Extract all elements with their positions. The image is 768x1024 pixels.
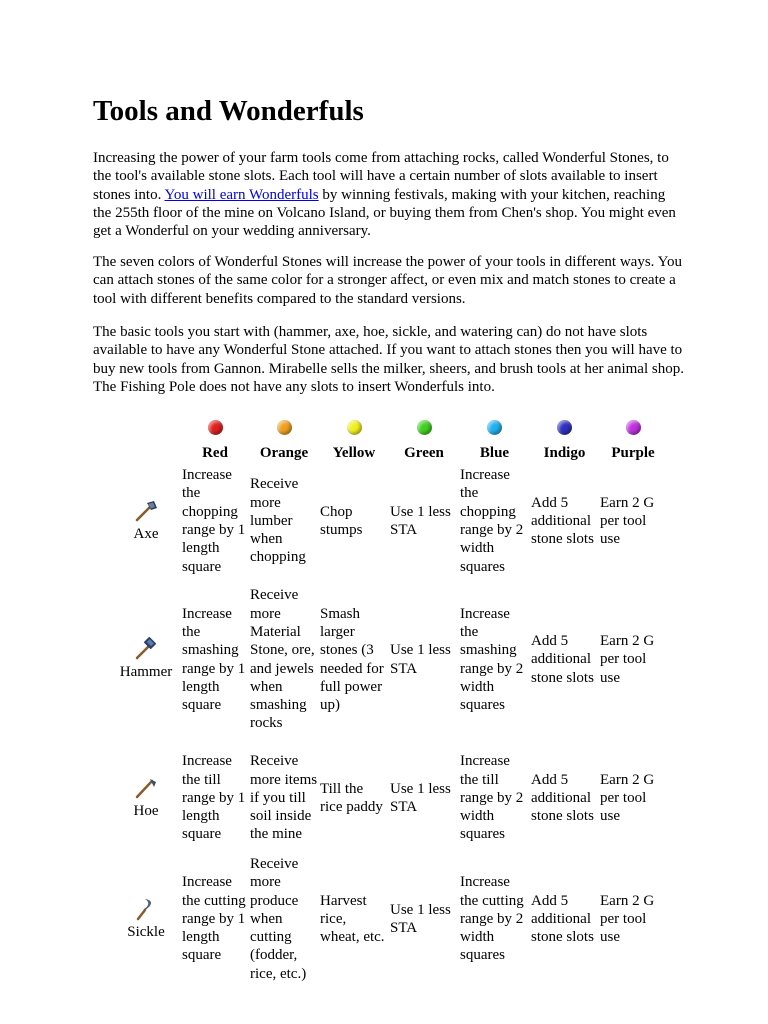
blue-stone-icon bbox=[487, 420, 502, 435]
header-red: Red bbox=[202, 444, 228, 461]
hammer-red-effect: Increase the smashing range by 1 length square bbox=[182, 605, 246, 714]
hoe-indigo-effect: Add 5 additional stone slots bbox=[531, 771, 594, 825]
stone-icon-row bbox=[112, 415, 666, 440]
sickle-green-effect: Use 1 less STA bbox=[390, 901, 451, 937]
hoe-red-effect: Increase the till range by 1 length square bbox=[182, 753, 246, 843]
tool-cell-sickle bbox=[112, 855, 180, 983]
table-row-hoe bbox=[112, 743, 666, 853]
table-row-axe bbox=[112, 466, 666, 576]
table-row-sickle bbox=[112, 855, 666, 983]
tool-name-sickle: Sickle bbox=[127, 923, 165, 940]
sickle-yellow-effect: Harvest rice, wheat, etc. bbox=[320, 892, 385, 946]
sickle-blue-effect: Increase the cutting range by 2 width squares bbox=[460, 874, 524, 964]
colors-paragraph: The seven colors of Wonderful Stones will increase the power of your tools in different ways. You can attach stones of the same color for a stronger affect, or even mix and match stones to create a tool with different benefits compared to the standard versions. bbox=[93, 254, 682, 307]
hammer-orange-effect: Receive more Material Stone, ore, and jewels when smashing rocks bbox=[250, 587, 315, 732]
sickle-purple-effect: Earn 2 G per tool use bbox=[600, 892, 655, 946]
sickle-red-effect: Increase the cutting range by 1 length square bbox=[182, 874, 246, 964]
hammer-yellow-effect: Smash larger stones (3 needed for full power up) bbox=[320, 605, 384, 714]
axe-orange-effect: Receive more lumber when chopping bbox=[250, 476, 306, 566]
tool-cell-axe bbox=[112, 466, 180, 576]
axe-icon bbox=[133, 499, 159, 523]
red-stone-icon bbox=[208, 420, 223, 435]
hammer-icon bbox=[133, 637, 159, 661]
tool-cell-hoe bbox=[112, 743, 180, 853]
green-stone-icon bbox=[417, 420, 432, 435]
header-orange: Orange bbox=[259, 444, 309, 461]
hammer-blue-effect: Increase the smashing range by 2 width squares bbox=[460, 605, 524, 714]
header-indigo: Indigo bbox=[543, 444, 586, 461]
tool-name-hoe: Hoe bbox=[133, 802, 159, 819]
hammer-green-effect: Use 1 less STA bbox=[390, 642, 451, 677]
tool-cell-hammer bbox=[112, 578, 180, 741]
axe-blue-effect: Increase the chopping range by 2 width squares bbox=[460, 467, 524, 575]
yellow-stone-icon bbox=[347, 420, 362, 435]
axe-red-effect: Increase the chopping range by 1 length square bbox=[182, 467, 246, 575]
sickle-icon bbox=[133, 897, 159, 921]
hoe-orange-effect: Receive more items if you till soil inside the mine bbox=[250, 753, 318, 843]
hoe-blue-effect: Increase the till range by 2 width squares bbox=[460, 753, 524, 843]
header-green: Green bbox=[404, 444, 444, 461]
header-purple: Purple bbox=[611, 444, 655, 461]
intro-text-end: by winning festivals, making with your kitchen, reaching the 255th floor of the mine on Volcano Island, or buying them from Chen's shop. You might even get a Wonderful on your wedding anniversary. bbox=[93, 186, 676, 240]
header-yellow: Yellow bbox=[332, 444, 376, 461]
color-header-row bbox=[112, 442, 666, 464]
sickle-orange-effect: Receive more produce when cutting (fodder, rice, etc.) bbox=[250, 856, 307, 982]
intro-text-start: Increasing the power of your farm tools come from attaching rocks, called Wonderful Stones, to the tool's available stone slots. Each tool will have a certain number of slots available to insert stones into. bbox=[93, 150, 669, 203]
basic-tools-paragraph: The basic tools you start with (hammer, axe, hoe, sickle, and watering can) do not have slots available to have any Wonderful Stone attached. If you want to attach stones then you will have to buy new tools from Gannon. Mirabelle sells the milker, sheers, and brush tools at her animal shop. The Fishing Pole does not have any slots to insert Wonderfuls into. bbox=[93, 324, 684, 395]
hoe-icon bbox=[133, 776, 159, 800]
hoe-purple-effect: Earn 2 G per tool use bbox=[600, 771, 655, 825]
hammer-indigo-effect: Add 5 additional stone slots bbox=[531, 633, 594, 686]
purple-stone-icon bbox=[626, 420, 641, 435]
intro-paragraph bbox=[93, 149, 685, 240]
header-blue: Blue bbox=[479, 444, 510, 461]
tool-name-axe: Axe bbox=[133, 525, 159, 542]
axe-indigo-effect: Add 5 additional stone slots bbox=[531, 494, 594, 548]
axe-yellow-effect: Chop stumps bbox=[320, 503, 363, 538]
sickle-indigo-effect: Add 5 additional stone slots bbox=[531, 892, 594, 946]
empty-header-cell bbox=[112, 442, 180, 464]
hoe-green-effect: Use 1 less STA bbox=[390, 780, 451, 815]
axe-purple-effect: Earn 2 G per tool use bbox=[600, 494, 655, 548]
wonderful-stones-table bbox=[110, 413, 668, 985]
table-row-hammer bbox=[112, 578, 666, 741]
indigo-stone-icon bbox=[557, 420, 572, 435]
hammer-purple-effect: Earn 2 G per tool use bbox=[600, 633, 655, 686]
axe-green-effect: Use 1 less STA bbox=[390, 503, 451, 538]
hoe-yellow-effect: Till the rice paddy bbox=[320, 780, 383, 815]
page-title: Tools and Wonderfuls bbox=[93, 95, 364, 127]
orange-stone-icon bbox=[277, 420, 292, 435]
empty-corner-cell bbox=[112, 415, 180, 440]
tool-name-hammer: Hammer bbox=[119, 664, 173, 681]
earn-wonderfuls-link[interactable]: You will earn Wonderfuls bbox=[164, 186, 319, 203]
